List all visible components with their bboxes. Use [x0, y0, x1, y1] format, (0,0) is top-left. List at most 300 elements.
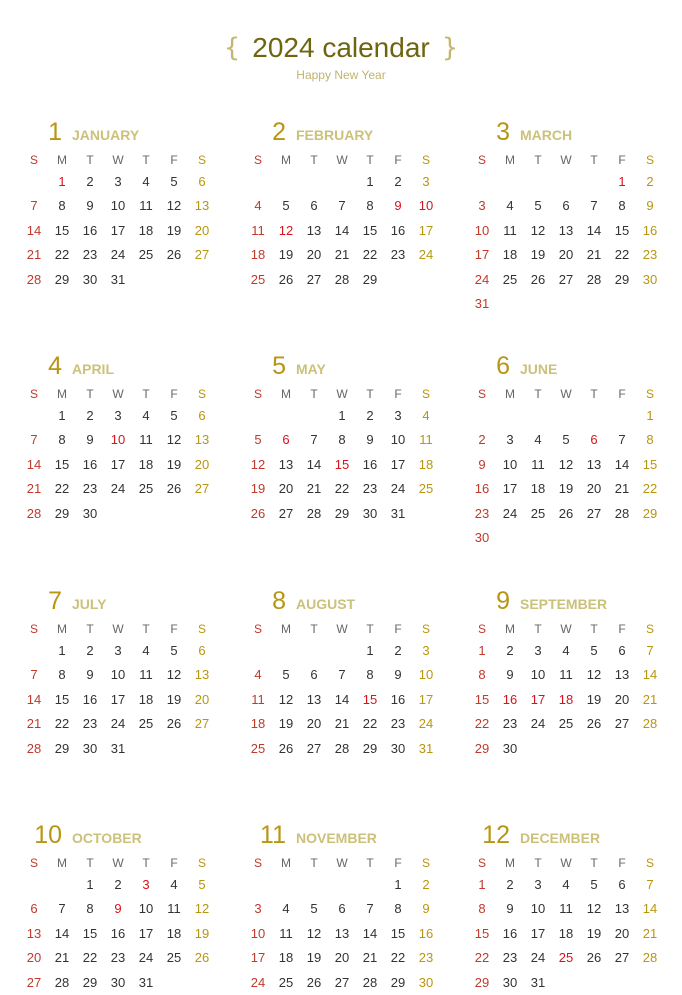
day-cell: 25 — [530, 505, 546, 521]
day-cell: 20 — [614, 691, 630, 707]
day-cell: 28 — [642, 716, 658, 732]
weekday-header: W — [560, 153, 572, 167]
weekday-header: W — [336, 153, 348, 167]
day-cell: 3 — [114, 643, 122, 658]
day-cell: 7 — [338, 667, 346, 683]
day-cell: 23 — [502, 716, 518, 732]
day-cell: 19 — [278, 716, 294, 732]
day-cell: 27 — [306, 271, 322, 287]
day-cell: 25 — [418, 481, 434, 497]
day-cell: 24 — [530, 950, 546, 966]
month-june — [468, 350, 666, 550]
empty-cell — [20, 404, 48, 428]
day-cell: 7 — [646, 877, 654, 892]
day-cell: 31 — [530, 974, 546, 990]
day-cell: 5 — [310, 901, 318, 917]
day-cell: 25 — [138, 481, 154, 497]
day-cell: 22 — [642, 481, 658, 497]
weekday-header: T — [590, 622, 598, 636]
month-grid — [468, 150, 666, 316]
day-cell: 9 — [646, 198, 654, 214]
day-cell: 29 — [642, 505, 658, 521]
day-cell: 21 — [586, 247, 602, 263]
day-cell: 17 — [418, 222, 434, 238]
day-cell: 13 — [614, 667, 630, 683]
day-cell: 7 — [590, 198, 598, 214]
day-cell: 10 — [418, 667, 434, 683]
weekday-header: W — [336, 387, 348, 401]
day-cell: 11 — [531, 456, 545, 472]
day-cell: 9 — [422, 901, 430, 917]
day-cell: 22 — [82, 950, 98, 966]
weekday-header: T — [310, 387, 318, 401]
day-cell: 17 — [110, 456, 126, 472]
weekday-header: M — [281, 387, 291, 401]
day-cell: 21 — [26, 716, 42, 732]
day-cell: 2 — [366, 408, 374, 423]
day-cell: 8 — [646, 432, 654, 448]
day-cell: 12 — [558, 456, 574, 472]
month-grid — [468, 619, 666, 761]
day-cell: 3 — [394, 408, 402, 423]
weekday-header: S — [197, 153, 206, 167]
day-cell: 20 — [334, 950, 350, 966]
day-cell: 13 — [586, 456, 602, 472]
day-cell: 4 — [254, 198, 262, 214]
weekday-header: F — [618, 153, 626, 167]
month-header — [20, 116, 218, 146]
day-cell: 19 — [586, 925, 602, 941]
day-cell: 18 — [502, 247, 518, 263]
day-cell: 2 — [114, 877, 122, 892]
day-cell: 12 — [166, 432, 182, 448]
day-cell: 18 — [530, 481, 546, 497]
day-cell: 10 — [390, 432, 406, 448]
day-cell: 17 — [110, 222, 126, 238]
day-cell: 26 — [530, 271, 546, 287]
weekday-header: S — [253, 856, 262, 870]
day-cell: 30 — [390, 740, 406, 756]
day-cell: 7 — [30, 432, 38, 448]
day-cell: 26 — [558, 505, 574, 521]
month-name: AUGUST — [296, 596, 356, 612]
empty-cell — [608, 404, 636, 428]
day-cell: 21 — [54, 950, 70, 966]
day-cell: 22 — [334, 481, 350, 497]
month-header — [244, 350, 442, 380]
day-cell: 24 — [418, 716, 434, 732]
day-cell: 12 — [194, 901, 210, 917]
day-cell: 11 — [559, 901, 573, 917]
day-cell: 28 — [334, 271, 350, 287]
day-cell: 27 — [278, 505, 294, 521]
day-cell: 1 — [338, 408, 346, 423]
day-cell: 16 — [390, 222, 406, 238]
day-cell: 28 — [26, 740, 42, 756]
empty-cell — [580, 404, 608, 428]
day-cell: 14 — [362, 925, 378, 941]
day-cell: 10 — [474, 222, 490, 238]
day-cell: 26 — [166, 247, 182, 263]
day-cell: 29 — [82, 974, 98, 990]
day-cell: 26 — [306, 974, 322, 990]
day-cell: 3 — [478, 198, 486, 214]
day-cell: 29 — [334, 505, 350, 521]
month-name: NOVEMBER — [296, 830, 377, 846]
day-cell: 6 — [562, 198, 570, 214]
day-cell: 5 — [170, 174, 178, 189]
day-cell: 9 — [366, 432, 374, 448]
weekday-header: T — [86, 622, 94, 636]
weekday-header: M — [505, 856, 515, 870]
day-cell: 8 — [366, 667, 374, 683]
day-cell: 18 — [418, 456, 434, 472]
weekday-header: T — [142, 387, 150, 401]
day-cell: 26 — [166, 716, 182, 732]
day-cell: 13 — [194, 667, 210, 683]
month-name: APRIL — [72, 361, 114, 377]
weekday-header: M — [505, 387, 515, 401]
day-cell: 24 — [502, 505, 518, 521]
day-cell: 23 — [502, 950, 518, 966]
day-cell: 10 — [138, 901, 154, 917]
month-header — [468, 116, 666, 146]
day-cell: 20 — [306, 247, 322, 263]
day-cell: 4 — [142, 643, 150, 658]
day-cell: 10 — [250, 925, 266, 941]
day-cell: 30 — [362, 505, 378, 521]
day-cell: 18 — [558, 925, 574, 941]
day-cell: 28 — [306, 505, 322, 521]
day-cell: 15 — [362, 222, 378, 238]
day-cell: 4 — [170, 877, 178, 892]
day-cell: 20 — [278, 481, 294, 497]
day-cell: 28 — [642, 950, 658, 966]
day-cell: 28 — [586, 271, 602, 287]
month-name: JANUARY — [72, 127, 140, 143]
day-cell: 23 — [474, 505, 490, 521]
left-brace-ornament: { — [223, 33, 241, 63]
day-cell: 13 — [278, 456, 294, 472]
weekday-header: T — [310, 622, 318, 636]
day-cell: 5 — [590, 877, 598, 892]
day-cell: 20 — [558, 247, 574, 263]
month-number: 2 — [272, 118, 286, 146]
weekday-header: T — [590, 387, 598, 401]
day-cell: 29 — [474, 740, 490, 756]
day-cell: 17 — [530, 691, 546, 707]
day-cell: 9 — [506, 901, 514, 917]
day-cell: 3 — [534, 877, 542, 892]
weekday-header: M — [57, 622, 67, 636]
day-cell: 21 — [26, 481, 42, 497]
day-cell: 4 — [142, 174, 150, 189]
day-cell: 24 — [474, 271, 490, 287]
day-cell: 2 — [478, 432, 486, 448]
day-cell: 4 — [254, 667, 262, 683]
month-header — [20, 350, 218, 380]
day-cell: 12 — [586, 901, 602, 917]
empty-cell — [244, 170, 272, 194]
weekday-header: F — [170, 856, 178, 870]
day-cell: 30 — [474, 529, 490, 545]
day-cell: 20 — [614, 925, 630, 941]
day-cell: 22 — [390, 950, 406, 966]
day-cell: 29 — [54, 271, 70, 287]
day-cell: 19 — [166, 456, 182, 472]
empty-cell — [20, 873, 48, 897]
weekday-header: S — [421, 387, 430, 401]
day-cell: 25 — [138, 247, 154, 263]
month-number: 11 — [260, 821, 286, 849]
day-cell: 24 — [418, 247, 434, 263]
day-cell: 3 — [534, 643, 542, 658]
day-cell: 19 — [306, 950, 322, 966]
day-cell: 15 — [474, 925, 490, 941]
day-cell: 1 — [58, 408, 66, 423]
weekday-header: F — [170, 387, 178, 401]
day-cell: 5 — [534, 198, 542, 214]
day-cell: 15 — [614, 222, 630, 238]
day-cell: 31 — [390, 505, 406, 521]
day-cell: 17 — [390, 456, 406, 472]
day-cell: 13 — [306, 691, 322, 707]
day-cell: 12 — [166, 198, 182, 214]
month-header — [244, 116, 442, 146]
month-name: SEPTEMBER — [520, 596, 608, 612]
day-cell: 2 — [86, 643, 94, 658]
weekday-header: M — [505, 622, 515, 636]
weekday-header: T — [86, 387, 94, 401]
day-cell: 29 — [54, 740, 70, 756]
day-cell: 16 — [110, 925, 126, 941]
right-brace-ornament: } — [441, 33, 459, 63]
day-cell: 23 — [110, 950, 126, 966]
empty-cell — [524, 170, 552, 194]
day-cell: 9 — [86, 667, 94, 683]
weekday-header: T — [534, 153, 542, 167]
weekday-header: T — [534, 622, 542, 636]
day-cell: 21 — [362, 950, 378, 966]
day-cell: 29 — [54, 505, 70, 521]
day-cell: 18 — [138, 222, 154, 238]
day-cell: 30 — [502, 740, 518, 756]
weekday-header: T — [366, 856, 374, 870]
day-cell: 23 — [82, 716, 98, 732]
day-cell: 23 — [362, 481, 378, 497]
day-cell: 5 — [254, 432, 262, 448]
day-cell: 15 — [54, 691, 70, 707]
month-january — [20, 116, 218, 292]
day-cell: 10 — [110, 667, 126, 683]
weekday-header: F — [618, 622, 626, 636]
weekday-header: M — [57, 153, 67, 167]
day-cell: 11 — [139, 667, 153, 683]
day-cell: 2 — [86, 174, 94, 189]
weekday-header: S — [29, 153, 38, 167]
month-number: 7 — [48, 587, 62, 615]
day-cell: 23 — [390, 247, 406, 263]
weekday-header: S — [477, 387, 486, 401]
day-cell: 16 — [418, 925, 434, 941]
day-cell: 17 — [474, 247, 490, 263]
month-grid — [468, 384, 666, 550]
day-cell: 16 — [502, 691, 518, 707]
day-cell: 2 — [394, 174, 402, 189]
day-cell: 24 — [110, 716, 126, 732]
empty-cell — [552, 170, 580, 194]
month-november — [244, 819, 442, 995]
empty-cell — [468, 170, 496, 194]
day-cell: 27 — [306, 740, 322, 756]
month-header — [468, 819, 666, 849]
empty-cell — [496, 404, 524, 428]
weekday-header: S — [421, 153, 430, 167]
day-cell: 25 — [138, 716, 154, 732]
month-grid — [20, 384, 218, 526]
day-cell: 26 — [278, 271, 294, 287]
empty-cell — [244, 873, 272, 897]
empty-cell — [20, 639, 48, 663]
day-cell: 5 — [198, 877, 206, 892]
weekday-header: W — [560, 856, 572, 870]
weekday-header: M — [57, 856, 67, 870]
day-cell: 15 — [390, 925, 406, 941]
day-cell: 10 — [530, 667, 546, 683]
month-december — [468, 819, 666, 995]
month-number: 9 — [496, 587, 510, 615]
day-cell: 19 — [166, 222, 182, 238]
weekday-header: S — [253, 387, 262, 401]
day-cell: 30 — [418, 974, 434, 990]
weekday-header: F — [394, 622, 402, 636]
day-cell: 25 — [166, 950, 182, 966]
day-cell: 2 — [394, 643, 402, 658]
day-cell: 21 — [642, 691, 658, 707]
month-number: 1 — [48, 118, 62, 146]
day-cell: 17 — [418, 691, 434, 707]
day-cell: 1 — [394, 877, 402, 892]
day-cell: 6 — [618, 877, 626, 892]
empty-cell — [272, 170, 300, 194]
day-cell: 11 — [503, 222, 517, 238]
day-cell: 18 — [166, 925, 182, 941]
day-cell: 8 — [478, 901, 486, 917]
month-name: JUNE — [520, 361, 558, 377]
day-cell: 27 — [586, 505, 602, 521]
day-cell: 29 — [390, 974, 406, 990]
month-header — [244, 819, 442, 849]
day-cell: 14 — [586, 222, 602, 238]
day-cell: 9 — [478, 456, 486, 472]
day-cell: 27 — [614, 716, 630, 732]
day-cell: 4 — [562, 643, 570, 658]
day-cell: 11 — [251, 691, 265, 707]
day-cell: 8 — [366, 198, 374, 214]
day-cell: 14 — [26, 222, 42, 238]
weekday-header: S — [645, 856, 654, 870]
weekday-header: F — [170, 153, 178, 167]
day-cell: 15 — [54, 456, 70, 472]
day-cell: 8 — [86, 901, 94, 917]
day-cell: 31 — [110, 740, 126, 756]
day-cell: 12 — [278, 691, 294, 707]
weekday-header: S — [477, 153, 486, 167]
weekday-header: S — [197, 856, 206, 870]
title-row — [0, 30, 682, 66]
day-cell: 19 — [166, 691, 182, 707]
month-grid — [20, 619, 218, 761]
day-cell: 13 — [26, 925, 42, 941]
day-cell: 6 — [198, 408, 206, 423]
empty-cell — [356, 873, 384, 897]
weekday-header: S — [253, 153, 262, 167]
day-cell: 6 — [338, 901, 346, 917]
month-number: 10 — [34, 821, 62, 849]
day-cell: 29 — [362, 271, 378, 287]
month-number: 8 — [272, 587, 286, 615]
day-cell: 29 — [474, 974, 490, 990]
month-february — [244, 116, 442, 292]
weekday-header: T — [142, 622, 150, 636]
day-cell: 3 — [422, 643, 430, 658]
weekday-header: W — [112, 387, 124, 401]
day-cell: 4 — [506, 198, 514, 214]
empty-cell — [300, 170, 328, 194]
day-cell: 27 — [558, 271, 574, 287]
day-cell: 23 — [390, 716, 406, 732]
day-cell: 28 — [614, 505, 630, 521]
weekday-header: F — [394, 387, 402, 401]
day-cell: 27 — [26, 974, 42, 990]
day-cell: 16 — [390, 691, 406, 707]
weekday-header: S — [253, 622, 262, 636]
day-cell: 16 — [82, 222, 98, 238]
empty-cell — [524, 404, 552, 428]
weekday-header: S — [197, 387, 206, 401]
weekday-header: S — [29, 387, 38, 401]
day-cell: 15 — [82, 925, 98, 941]
day-cell: 24 — [138, 950, 154, 966]
day-cell: 17 — [530, 925, 546, 941]
day-cell: 4 — [142, 408, 150, 423]
day-cell: 5 — [282, 667, 290, 683]
day-cell: 12 — [306, 925, 322, 941]
day-cell: 11 — [279, 925, 293, 941]
day-cell: 15 — [474, 691, 490, 707]
day-cell: 6 — [282, 432, 290, 448]
day-cell: 6 — [30, 901, 38, 917]
weekday-header: T — [142, 153, 150, 167]
day-cell: 20 — [194, 456, 210, 472]
day-cell: 8 — [618, 198, 626, 214]
day-cell: 3 — [114, 408, 122, 423]
month-header — [468, 350, 666, 380]
weekday-header: S — [421, 856, 430, 870]
weekday-header: T — [142, 856, 150, 870]
day-cell: 9 — [506, 667, 514, 683]
month-grid — [244, 384, 442, 526]
month-name: OCTOBER — [72, 830, 142, 846]
day-cell: 27 — [194, 481, 210, 497]
empty-cell — [48, 873, 76, 897]
day-cell: 23 — [82, 247, 98, 263]
day-cell: 18 — [278, 950, 294, 966]
day-cell: 26 — [586, 950, 602, 966]
day-cell: 28 — [334, 740, 350, 756]
day-cell: 6 — [590, 432, 598, 448]
day-cell: 1 — [58, 174, 66, 189]
